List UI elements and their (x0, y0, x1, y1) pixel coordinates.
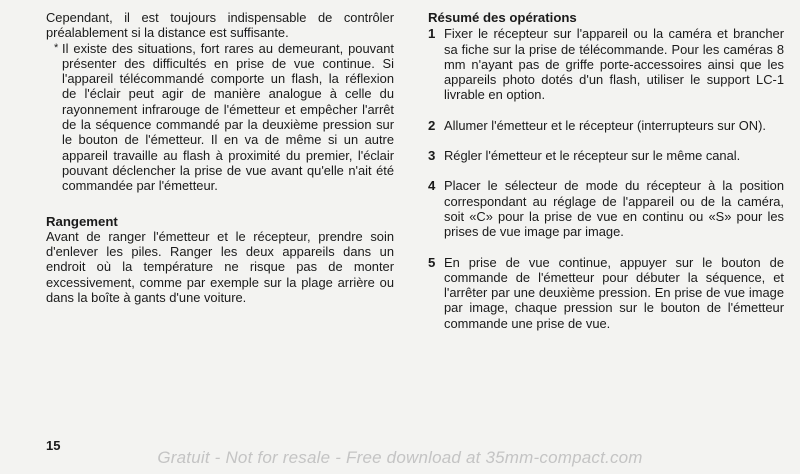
watermark-footer: Gratuit - Not for resale - Free download at 35mm-compact.com (157, 448, 643, 467)
step-2 (428, 118, 784, 133)
steps-list (428, 26, 784, 331)
step-3 (428, 148, 784, 163)
footnote-asterisk: * (54, 41, 59, 54)
step-text: Fixer le récepteur sur l'appareil ou la caméra et brancher sa fiche sur la prise de télécommande. Pour les caméras 8 mm n'ayant pas de griffe porte-accessoires ainsi que les appareils photo dotés d'un flash, utiliser le support LC-1 livrable en option. (444, 26, 784, 103)
step-number: 4 (428, 178, 436, 194)
step-number: 3 (428, 148, 436, 164)
intro-paragraph: Cependant, il est toujours indispensable de contrôler préalablement si la distance est suffisante. (46, 10, 394, 41)
step-text: En prise de vue continue, appuyer sur le bouton de commande de l'émetteur pour débuter la séquence, et l'arrêter par une deuxième pression. En prise de vue image par image, chaque pression sur le bouton de l'émetteur commande une prise de vue. (444, 254, 784, 331)
footnote-text: Il existe des situations, fort rares au demeurant, pouvant présenter des difficultés en prise de vue continue. Si l'appareil télécommandé comporte un flash, la réflexion de l'éclair peut agir de manière analogue à celle du rayonnement infrarouge de l'émetteur et empêcher l'arrêt de la séquence commandé par la deuxième pression sur le bouton de l'émetteur. Il en va de même si un autre appareil travaille au flash à proximité du premier, l'éclair pouvant déclencher la prise de vue avant qu'elle n'ait été commandée par l'émetteur. (62, 40, 394, 194)
step-number: 1 (428, 26, 436, 42)
step-1 (428, 26, 784, 102)
step-number: 2 (428, 117, 436, 133)
rangement-text: Avant de ranger l'émetteur et le récepteur, prendre soin d'enlever les piles. Ranger les deux appareils dans un endroit où la température ne risque pas de monter excessivement, comme par exemple sur la plage arrière ou dans la boîte à gants d'une voiture. (46, 228, 394, 306)
step-number: 5 (428, 254, 436, 270)
step-5 (428, 255, 784, 331)
rangement-section (46, 214, 394, 306)
step-text: Placer le sélecteur de mode du récepteur à la position correspondant au réglage de l'appareil ou de la caméra, soit «C» pour la prise de vue en continu ou «S» pour les prises de vue image par image. (444, 178, 784, 240)
left-column (46, 10, 394, 305)
step-4 (428, 178, 784, 239)
right-column (428, 10, 784, 331)
step-text: Régler l'émetteur et le récepteur sur le même canal. (444, 148, 741, 164)
page-number: 15 (46, 438, 61, 453)
rangement-heading: Rangement (46, 213, 118, 229)
step-text: Allumer l'émetteur et le récepteur (interrupteurs sur ON). (444, 117, 766, 133)
footnote-paragraph (46, 41, 394, 194)
operations-heading: Résumé des opérations (428, 10, 577, 25)
